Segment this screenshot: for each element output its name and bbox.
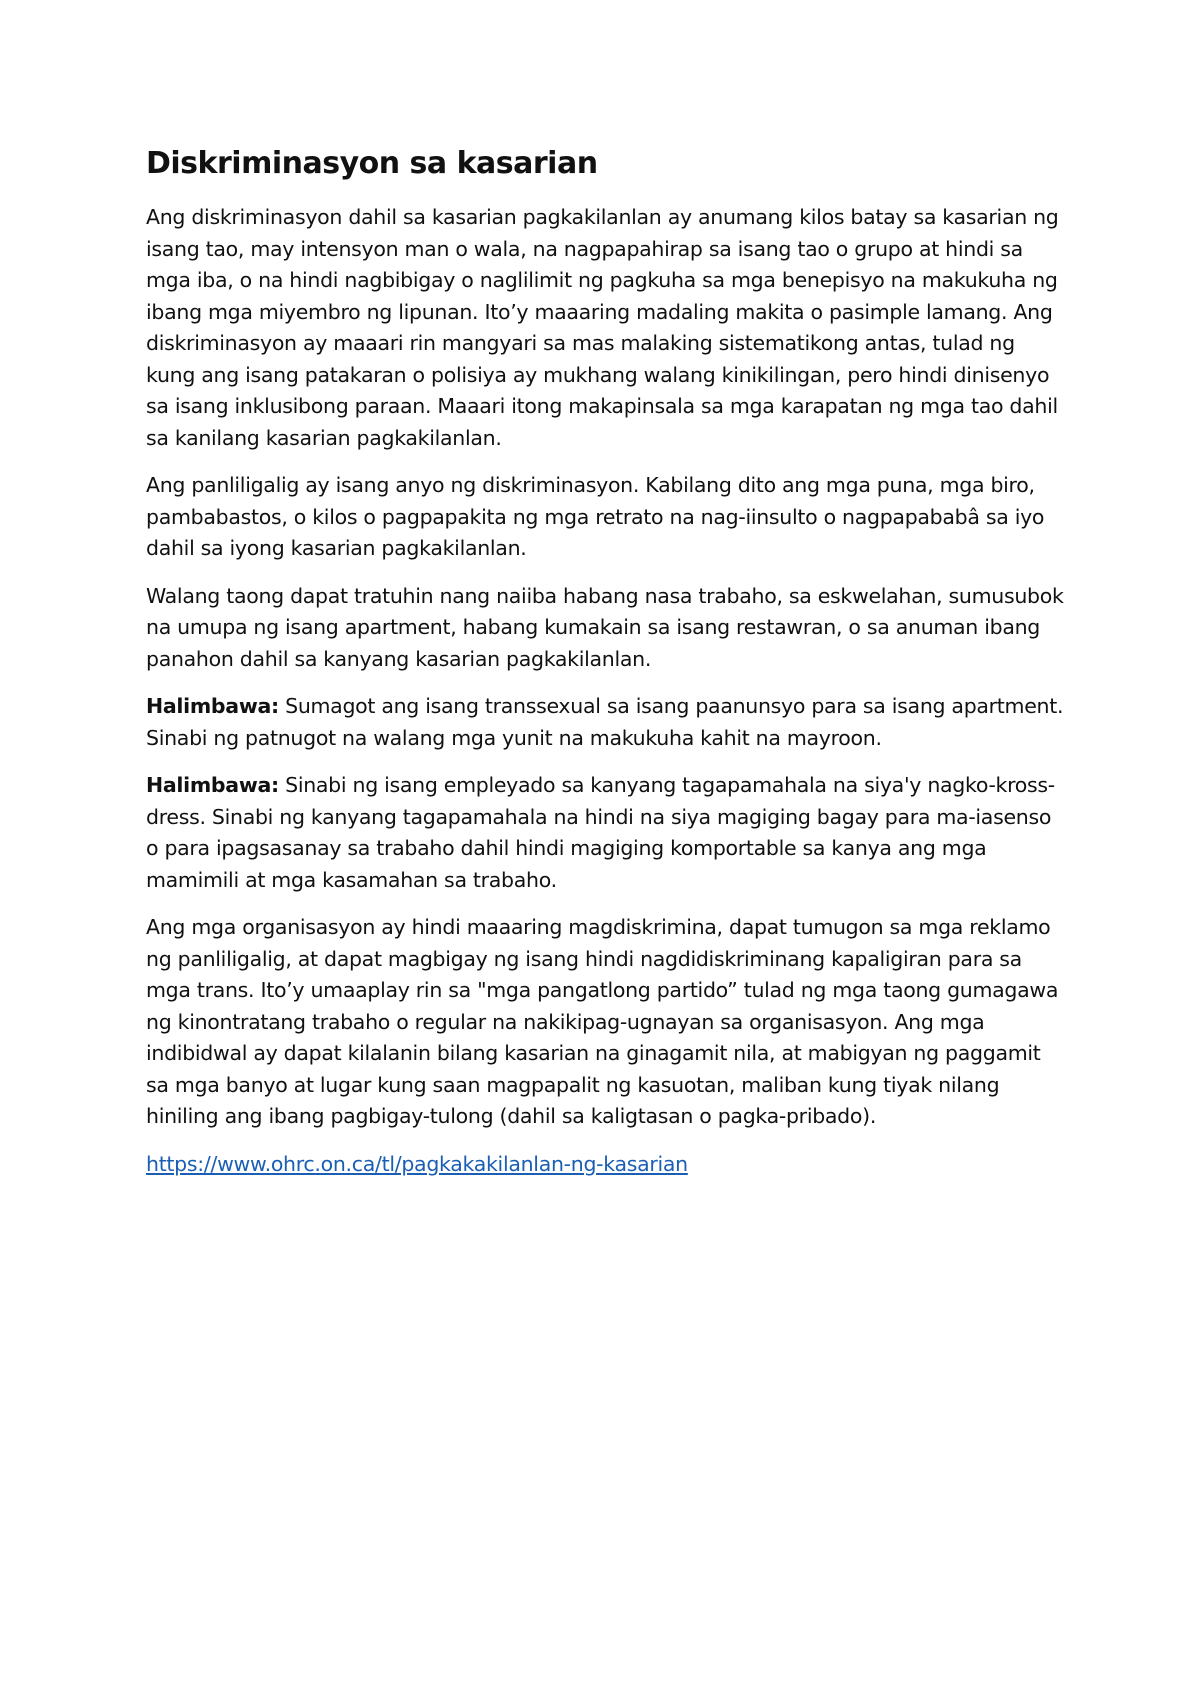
example-label: Halimbawa:: [146, 773, 279, 797]
document-body: [146, 202, 1066, 1196]
example-paragraph-1: [146, 691, 1066, 754]
paragraph-harassment: Ang panliligalig ay isang anyo ng diskriminasyon. Kabilang dito ang mga puna, mga biro, pambabastos, o kilos o pagpapakita ng mga retrato na nag-iinsulto o nagpapababâ sa iyo dahil sa iyong kasarian pagkakilanlan.: [146, 473, 1045, 560]
document-title: Diskriminasyon sa kasarian: [146, 146, 598, 181]
source-paragraph: [146, 1149, 1066, 1181]
source-link[interactable]: https://www.ohrc.on.ca/tl/pagkakakilanlan-ng-kasarian: [146, 1151, 688, 1176]
paragraph-organizations: Ang mga organisasyon ay hindi maaaring magdiskrimina, dapat tumugon sa mga reklamo ng panliligalig, at dapat magbigay ng isang hindi nagdidiskriminang kapaligiran para sa mga trans. Ito’y umaaplay rin sa "mga pangatlong partido” tulad ng mga taong gumagawa ng kinontratang trabaho o regular na nakikipag-ugnayan sa organisasyon. Ang mga indibidwal ay dapat kilalanin bilang kasarian na ginagamit nila, at mabigyan ng paggamit sa mga banyo at lugar kung saan magpapalit ng kasuotan, maliban kung tiyak nilang hiniling ang ibang pagbigay-tulong (dahil sa kaligtasan o pagka-pribado).: [146, 915, 1059, 1128]
example-label: Halimbawa:: [146, 694, 279, 718]
paragraph-definition: Ang diskriminasyon dahil sa kasarian pagkakilanlan ay anumang kilos batay sa kasarian ng isang tao, may intensyon man o wala, na nagpapahirap sa isang tao o grupo at hindi sa mga iba, o na hindi nagbibigay o naglilimit ng pagkuha sa mga benepisyo na makukuha ng ibang mga miyembro ng lipunan. Ito’y maaaring madaling makita o pasimple lamang. Ang diskriminasyon ay maaari rin mangyari sa mas malaking sistematikong antas, tulad ng kung ang isang patakaran o polisiya ay mukhang walang kinikilingan, pero hindi dinisenyo sa isang inklusibong paraan. Maaari itong makapinsala sa mga karapatan ng mga tao dahil sa kanilang kasarian pagkakilanlan.: [146, 205, 1059, 450]
example-text: Sinabi ng isang empleyado sa kanyang tagapamahala na siya'y nagko-kross-dress. Sinabi ng kanyang tagapamahala na hindi na siya magiging bagay para ma-iasenso o para ipagsasanay sa trabaho dahil hindi magiging komportable sa kanya ang mga mamimili at mga kasamahan sa trabaho.: [146, 773, 1055, 892]
paragraph-equal-treatment: Walang taong dapat tratuhin nang naiiba habang nasa trabaho, sa eskwelahan, sumusubok na umupa ng isang apartment, habang kumakain sa isang restawran, o sa anuman ibang panahon dahil sa kanyang kasarian pagkakilanlan.: [146, 583, 1064, 671]
example-text: Sumagot ang isang transsexual sa isang paanunsyo para sa isang apartment. Sinabi ng patnugot na walang mga yunit na makukuha kahit na mayroon.: [146, 694, 1064, 750]
example-paragraph-2: [146, 770, 1066, 896]
